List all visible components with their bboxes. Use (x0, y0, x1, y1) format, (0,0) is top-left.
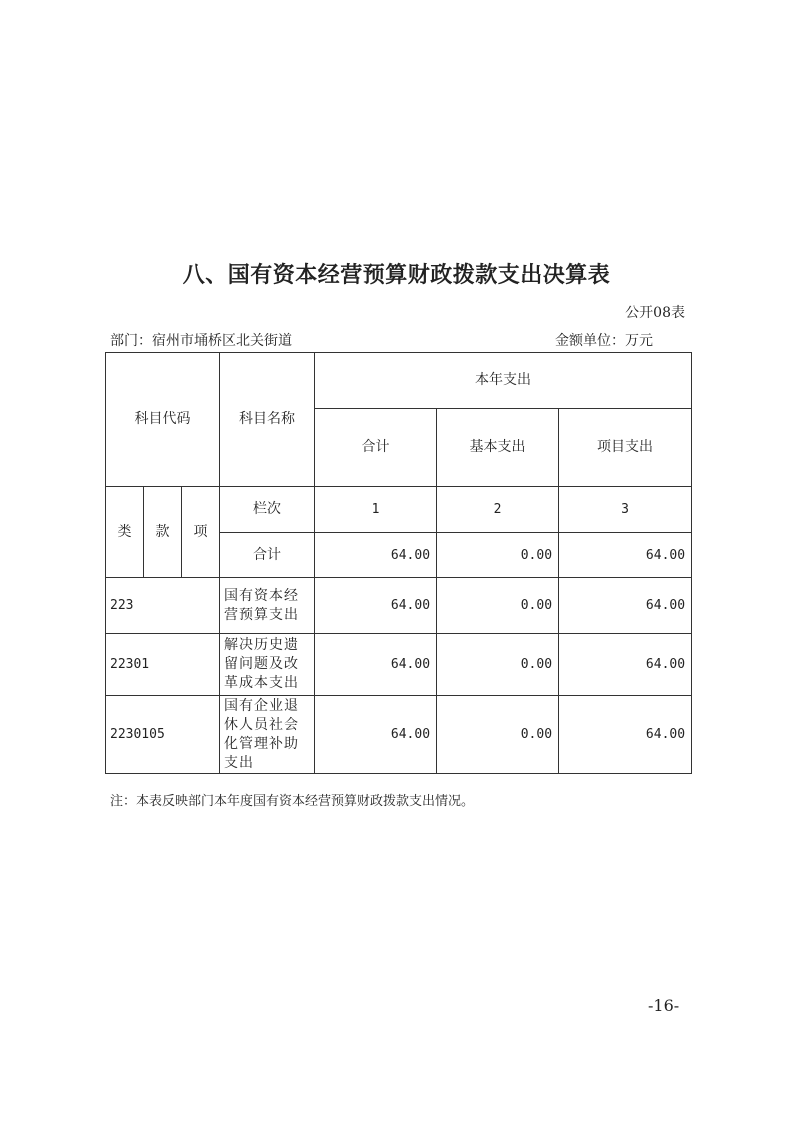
column-number-row (106, 487, 692, 533)
row-total: 64.00 (315, 578, 437, 634)
page-title: 八、国有资本经营预算财政拨款支出决算表 (182, 263, 611, 288)
row-basic: 0.00 (437, 578, 559, 634)
header-basic: 基本支出 (437, 409, 559, 487)
table-note: 注：本表反映部门本年度国有资本经营预算财政拨款支出情况。 (110, 794, 475, 809)
row-project: 64.00 (559, 696, 692, 774)
row-total: 64.00 (315, 634, 437, 696)
row-basic: 0.00 (437, 634, 559, 696)
table-row (106, 578, 692, 634)
header-row-1 (106, 353, 692, 409)
column-no-3: 3 (559, 487, 692, 533)
expenditure-table (105, 352, 692, 774)
row-basic: 0.00 (437, 696, 559, 774)
row-code: 223 (106, 578, 220, 634)
summary-label: 合计 (220, 533, 315, 578)
summary-basic: 0.00 (437, 533, 559, 578)
header-column-no: 栏次 (220, 487, 315, 533)
summary-total: 64.00 (315, 533, 437, 578)
department-label: 部门：宿州市埇桥区北关街道 (110, 333, 292, 349)
row-project: 64.00 (559, 578, 692, 634)
column-no-2: 2 (437, 487, 559, 533)
row-code: 22301 (106, 634, 220, 696)
header-current-year: 本年支出 (315, 353, 692, 409)
row-total: 64.00 (315, 696, 437, 774)
header-total: 合计 (315, 409, 437, 487)
table-row (106, 696, 692, 774)
summary-project: 64.00 (559, 533, 692, 578)
header-subject-name: 科目名称 (220, 353, 315, 487)
row-code: 2230105 (106, 696, 220, 774)
header-kuan: 款 (144, 487, 182, 578)
row-name: 国有企业退休人员社会化管理补助支出 (220, 696, 315, 774)
table-row (106, 634, 692, 696)
form-number: 公开08表 (625, 305, 685, 321)
column-no-1: 1 (315, 487, 437, 533)
header-subject-code: 科目代码 (106, 353, 220, 487)
header-xiang: 项 (182, 487, 220, 578)
header-lei: 类 (106, 487, 144, 578)
row-project: 64.00 (559, 634, 692, 696)
page-number: -16- (648, 996, 680, 1015)
row-name: 解决历史遗留问题及改革成本支出 (220, 634, 315, 696)
header-project: 项目支出 (559, 409, 692, 487)
amount-unit-label: 金额单位：万元 (555, 333, 653, 349)
row-name: 国有资本经营预算支出 (220, 578, 315, 634)
